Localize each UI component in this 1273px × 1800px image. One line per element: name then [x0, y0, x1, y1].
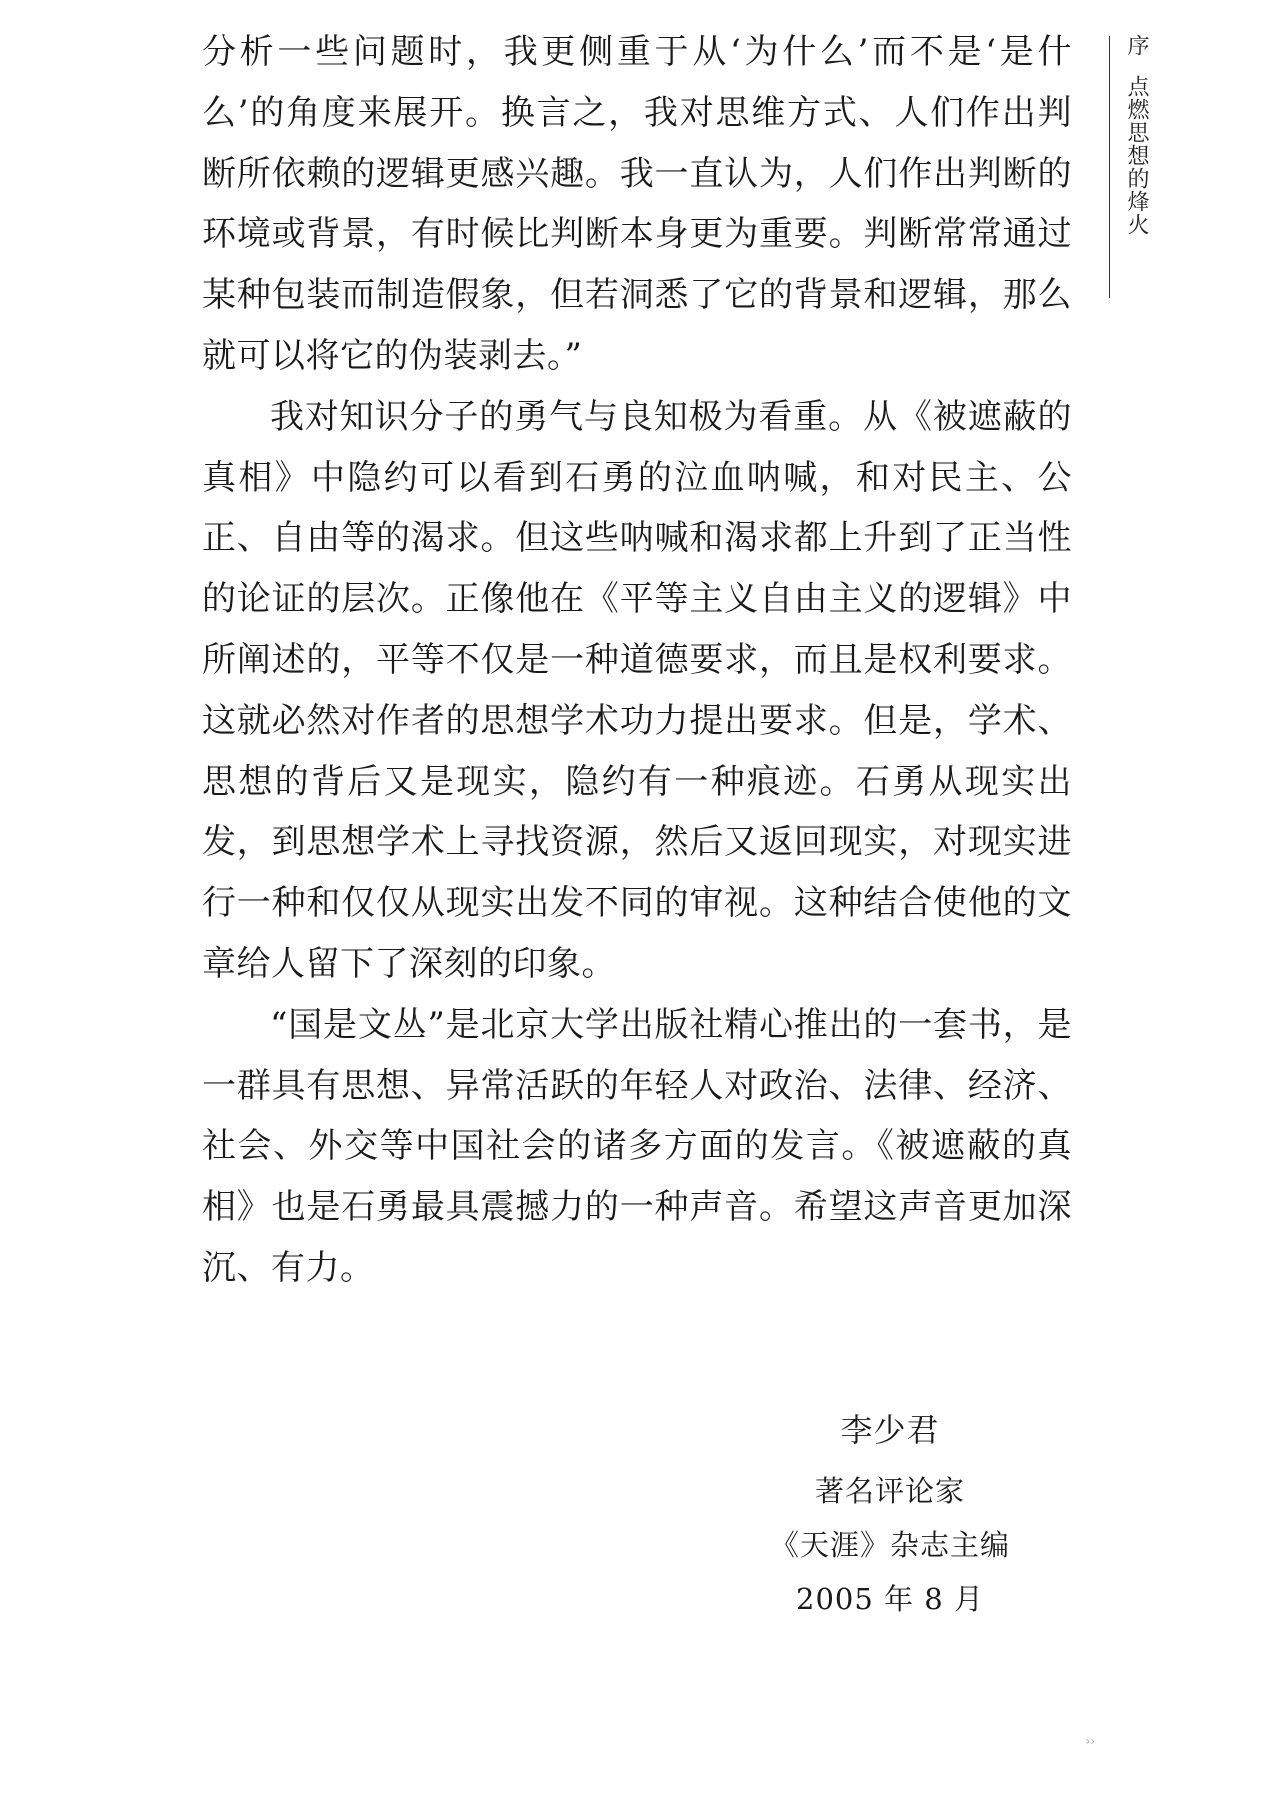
signature-block — [760, 1410, 1020, 1626]
paragraph-3: “国是文丛”是北京大学出版社精心推出的一套书，是一群具有思想、异常活跃的年轻人对政治、法律、经济、社会、外交等中国社会的诸多方面的发言。《被遮蔽的真相》也是石勇最具震撼力的一种声音。希望这声音更加深沉、有力。 — [202, 1004, 1072, 1288]
author-role: 著名评论家 — [814, 1474, 965, 1508]
page-mark: ›› — [1085, 1734, 1095, 1748]
running-head-section: 序 — [1124, 34, 1149, 57]
author-position: 《天涯》杂志主编 — [769, 1528, 1010, 1562]
paragraph-2: 我对知识分子的勇气与良知极为看重。从《被遮蔽的真相》中隐约可以看到石勇的泣血呐喊，和对民主、公正、自由等的渴求。但这些呐喊和渴求都上升到了正当性的论证的层次。正像他在《平等主义自由主义的逻辑》中所阐述的，平等不仅是一种道德要求，而且是权利要求。这就必然对作者的思想学术功力提出要求。但是，学术、思想的背后又是现实，隐约有一种痕迹。石勇从现实出发，到思想学术上寻找资源，然后又返回现实，对现实进行一种和仅仅从现实出发不同的审视。这种结合使他的文章给人留下了深刻的印象。 — [202, 396, 1072, 984]
author-name: 李少君 — [840, 1411, 940, 1449]
body-text — [202, 22, 1072, 1299]
paragraph-1: 分析一些问题时，我更侧重于从‘为什么’而不是‘是什么’的角度来展开。换言之，我对思维方式、人们作出判断所依赖的逻辑更感兴趣。我一直认为，人们作出判断的环境或背景，有时候比判断本身更为重要。判断常常通过某种包装而制造假象，但若洞悉了它的背景和逻辑，那么就可以将它的伪装剥去。” — [202, 32, 1072, 376]
running-head-title: 点燃思想的烽火 — [1124, 75, 1149, 236]
running-head — [1109, 28, 1155, 298]
signature-date: 2005 年 8 月 — [796, 1582, 984, 1616]
running-head-rule — [1109, 36, 1110, 298]
